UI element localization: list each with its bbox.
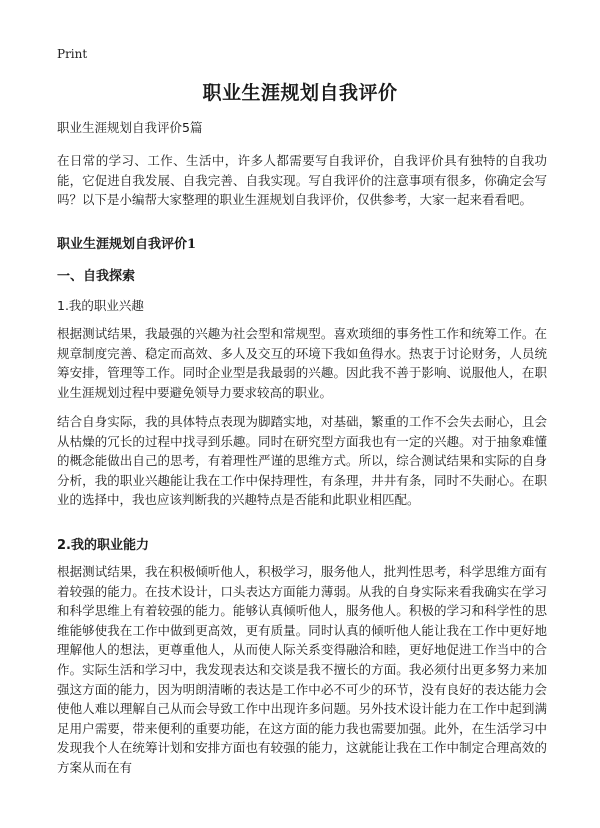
- intro-paragraph: 在日常的学习、工作、生活中，许多人都需要写自我评价，自我评价具有独特的自我功能，它促进自我发展、自我完善、自我实现。写自我评价的注意事项有很多，你确定会写吗？以下是小编帮大家整理的职业生涯规划自我评价，仅供参考，大家一起来看看吧。: [57, 153, 547, 208]
- article-heading: 职业生涯规划自我评价1: [57, 237, 197, 252]
- article-subtitle: 职业生涯规划自我评价5篇: [57, 120, 203, 135]
- subsection-heading-ability: 2.我的职业能力: [57, 538, 149, 553]
- interest-paragraph-2: 结合自身实际，我的具体特点表现为脚踏实地，对基础，繁重的工作不会失去耐心，且会从枯燥的冗长的过程中找寻到乐趣。同时在研究型方面我也有一定的兴趣。对于抽象难懂的概念能做出自己的思考，有着理性严谨的思维方式。所以，综合测试结果和实际的自身分析，我的职业兴趣能让我在工作中保持理性，有条理，井井有条，同时不失耐心。在职业的选择中，我也应该判断我的兴趣特点是否能和此职业相匹配。: [57, 414, 547, 508]
- page-title: 职业生涯规划自我评价: [202, 82, 398, 104]
- print-link[interactable]: Print: [57, 47, 88, 61]
- subsection-heading-interest: 1.我的职业兴趣: [57, 298, 144, 313]
- ability-paragraph: 根据测试结果，我在积极倾听他人，积极学习，服务他人，批判性思考，科学思维方面有着较强的能力。在技术设计，口头表达方面能力薄弱。从我的自身实际来看我确实在学习和科学思维上有着较强的能力。能够认真倾听他人，服务他人。积极的学习和科学性的思维能够使我在工作中做到更高效，更有质量。同时认真的倾听他人能让我在工作中更好地理解他人的想法，更尊重他人，从而使人际关系变得融洽和睦，更好地促进工作当中的合作。实际生活和学习中，我发现表达和交谈是我不擅长的方面。我必须付出更多努力来加强这方面的能力，因为明朗清晰的表达是工作中必不可少的环节，没有良好的表达能力会使他人难以理解自己从而会导致工作中出现许多问题。另外技术设计能力在工作中起到满足用户需要，带来便利的重要功能，在这方面的能力我也需要加强。此外，在生活学习中发现我个人在统筹计划和安排方面也有较强的能力，这就能让我在工作中制定合理高效的方案从而在有: [57, 564, 547, 775]
- interest-paragraph-1: 根据测试结果，我最强的兴趣为社会型和常规型。喜欢琐细的事务性工作和统筹工作。在规章制度完善、稳定而高效、多人及交互的环境下我如鱼得水。热衷于讨论财务，人员统筹安排，管理等工作。同时企业型是我最弱的兴趣。因此我不善于影响、说服他人，在职业生涯规划过程中要避免领导力要求较高的职业。: [57, 326, 547, 400]
- section-heading: 一、自我探索: [57, 269, 136, 284]
